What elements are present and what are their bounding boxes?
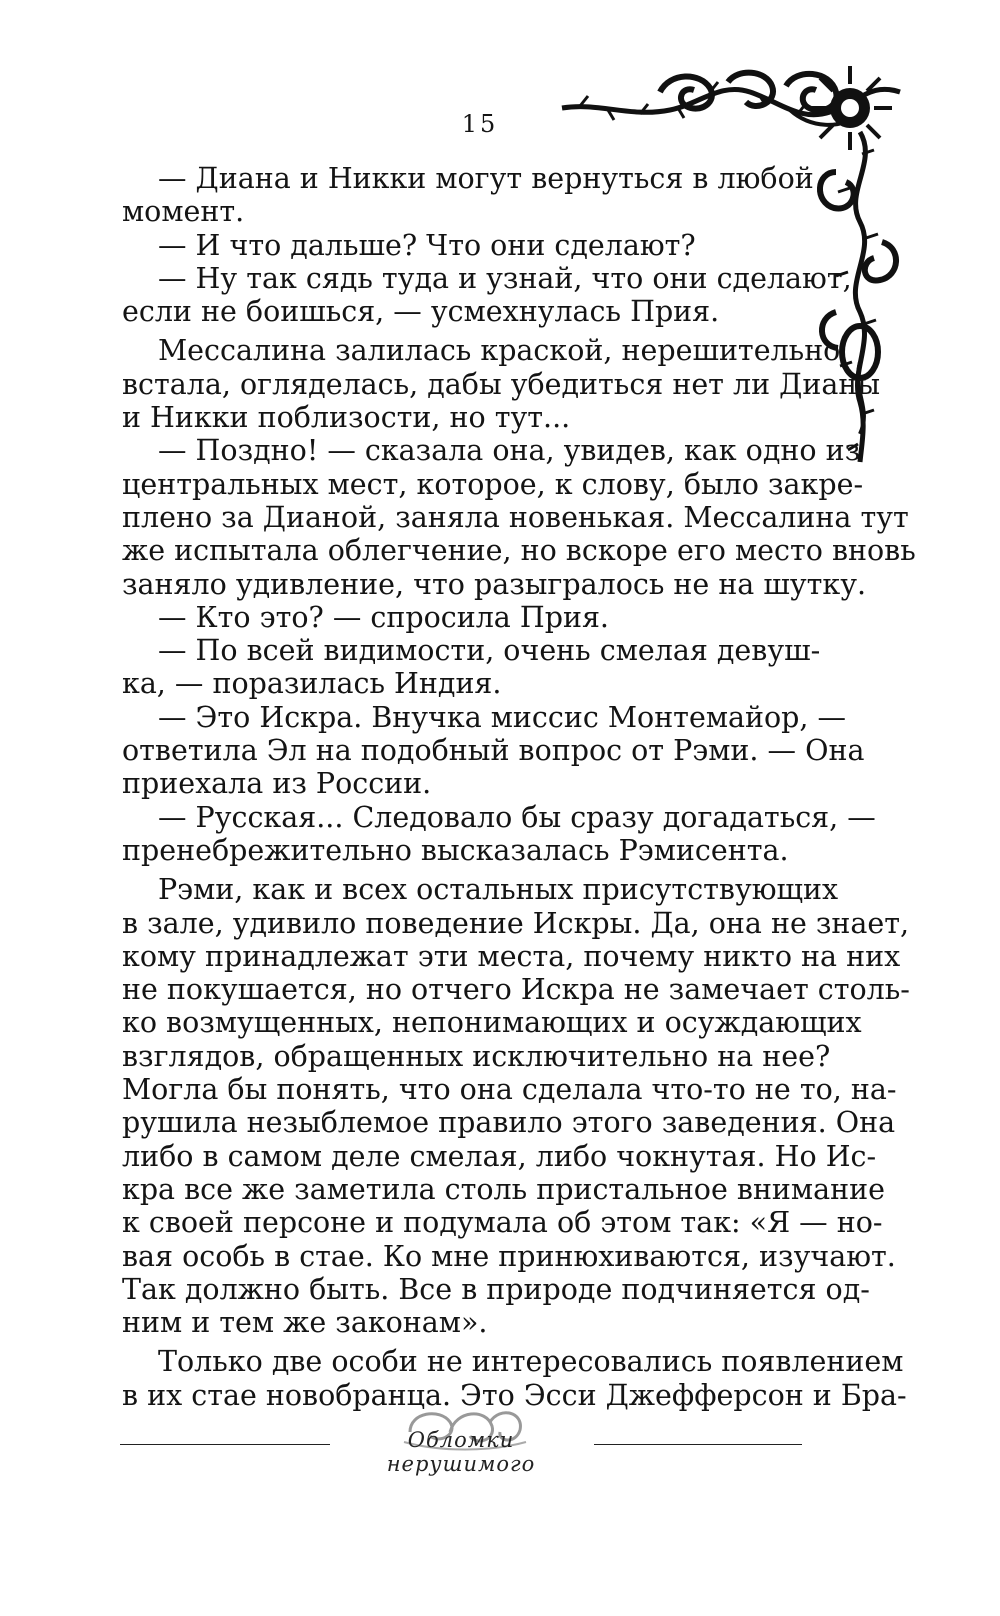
text-line: либо в самом деле смелая, либо чокнутая. Но Ис- [122, 1139, 877, 1173]
text-line: встала, огляделась, дабы убедиться нет ли Дианы [122, 367, 881, 401]
text-line: ко возмущенных, непонимающих и осуждающих [122, 1006, 862, 1040]
text-line: не покушается, но отчего Искра не замечает столь- [122, 973, 910, 1007]
text-line: ответила Эл на подобный вопрос от Рэми. — Она [122, 734, 865, 768]
text-line: пренебрежительно высказалась Рэмисента. [122, 833, 789, 867]
text-line: Только две особи не интересовались появлением [158, 1345, 904, 1379]
page-number: 15 [461, 110, 499, 138]
text-line: — Кто это? — спросила Прия. [158, 600, 609, 634]
text-line: если не боишься, — усмехнулась Прия. [122, 295, 720, 329]
text-line: — Русская... Следовало бы сразу догадаться, — [158, 800, 876, 834]
running-footer [120, 1420, 802, 1480]
text-line: центральных мест, которое, к слову, было закре- [122, 467, 864, 501]
text-line: же испытала облегчение, но вскоре его место вновь [122, 534, 916, 568]
text-line: Рэми, как и всех остальных присутствующих [158, 873, 839, 907]
text-line: приехала из России. [122, 767, 432, 801]
footer-rule-right [594, 1444, 802, 1445]
text-line: заняло удивление, что разыгралось не на шутку. [122, 567, 867, 601]
text-line: — Поздно! — сказала она, увидев, как одно из [158, 434, 861, 468]
text-line: и Никки поблизости, но тут... [122, 401, 571, 435]
text-line: Мессалина залилась краской, нерешительно [158, 334, 841, 368]
text-line: кому принадлежат эти места, почему никто на них [122, 939, 901, 973]
text-line: — По всей видимости, очень смелая девуш- [158, 634, 821, 668]
body-text [122, 162, 916, 1412]
text-line: — Ну так сядь туда и узнай, что они сделают, [158, 261, 852, 295]
text-line: момент. [122, 195, 245, 229]
text-line: — И что дальше? Что они сделают? [158, 228, 696, 262]
text-line: Так должно быть. Все в природе подчиняется од- [122, 1272, 870, 1306]
text-line: плено за Дианой, заняла новенькая. Мессалина тут [122, 500, 909, 534]
text-line: в зале, удивило поведение Искры. Да, она не знает, [122, 906, 910, 940]
text-line: вая особь в стае. Ко мне принюхиваются, изучают. [122, 1239, 896, 1273]
text-line: к своей персоне и подумала об этом так: «Я — но- [122, 1206, 883, 1240]
text-line: кра все же заметила столь пристальное внимание [122, 1172, 885, 1206]
text-line: рушила незыблемое правило этого заведения. Она [122, 1106, 896, 1140]
text-line: в их стае новобранца. Это Эсси Джефферсон и Бра- [122, 1378, 907, 1412]
text-line: ка, — поразилась Индия. [122, 667, 502, 701]
text-line: — Диана и Никки могут вернуться в любой [158, 162, 814, 195]
text-line: ним и тем же законам». [122, 1306, 488, 1340]
book-title: Обломки нерушимого [386, 1428, 536, 1476]
text-line: взглядов, обращенных исключительно на нее? [122, 1039, 831, 1073]
text-line: Могла бы понять, что она сделала что-то не то, на- [122, 1073, 897, 1107]
footer-rule-left [120, 1444, 330, 1445]
text-line: — Это Искра. Внучка миссис Монтемайор, — [158, 700, 846, 734]
